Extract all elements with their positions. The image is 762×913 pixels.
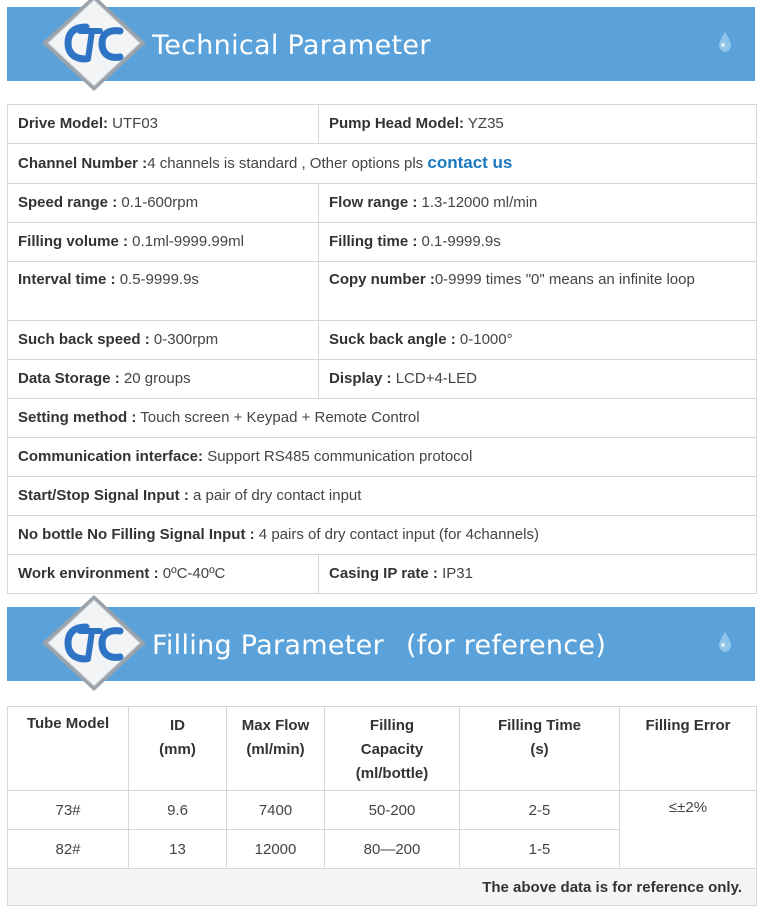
table-row [8, 477, 757, 516]
table-row [8, 791, 757, 830]
tube-model-cell: 82# [8, 830, 129, 869]
technical-parameter-banner [7, 7, 755, 81]
capacity-cell: 80—200 [325, 830, 460, 869]
id-cell: 13 [129, 830, 227, 869]
banner-title [152, 607, 606, 681]
max-flow-cell: 7400 [227, 791, 325, 830]
work-environment-cell: Work environment : 0ºC-40ºC [8, 555, 319, 594]
table-row [8, 262, 757, 321]
max-flow-header: Max Flow (ml/min) [227, 707, 325, 791]
max-flow-cell: 12000 [227, 830, 325, 869]
table-row [8, 105, 757, 144]
table-header-row [8, 707, 757, 791]
speed-range-cell: Speed range : 0.1-600rpm [8, 184, 319, 223]
tube-model-cell: 73# [8, 791, 129, 830]
filling-parameter-table [7, 706, 757, 906]
filling-time-cell: Filling time : 0.1-9999.9s [319, 223, 757, 262]
time-cell: 1-5 [460, 830, 620, 869]
display-cell: Display : LCD+4-LED [319, 360, 757, 399]
table-row [8, 184, 757, 223]
table-row [8, 555, 757, 594]
filling-capacity-header: Filling Capacity (ml/bottle) [325, 707, 460, 791]
table-row [8, 321, 757, 360]
filling-time-header: Filling Time (s) [460, 707, 620, 791]
start-stop-signal-cell: Start/Stop Signal Input : a pair of dry contact input [8, 477, 757, 516]
copy-number-cell: Copy number :0-9999 times "0" means an infinite loop [319, 262, 757, 321]
banner-title-main: Filling Parameter [152, 630, 384, 661]
pump-head-model-cell: Pump Head Model: YZ35 [319, 105, 757, 144]
table-row [8, 399, 757, 438]
interval-time-cell: Interval time : 0.5-9999.9s [8, 262, 319, 321]
reference-note: The above data is for reference only. [8, 869, 757, 906]
no-bottle-signal-cell: No bottle No Filling Signal Input : 4 pairs of dry contact input (for 4channels) [8, 516, 757, 555]
id-cell: 9.6 [129, 791, 227, 830]
tube-model-header: Tube Model [8, 707, 129, 791]
setting-method-cell: Setting method : Touch screen + Keypad + Remote Control [8, 399, 757, 438]
table-row [8, 223, 757, 262]
suck-back-angle-cell: Suck back angle : 0-1000° [319, 321, 757, 360]
data-storage-cell: Data Storage : 20 groups [8, 360, 319, 399]
such-back-speed-cell: Such back speed : 0-300rpm [8, 321, 319, 360]
capacity-cell: 50-200 [325, 791, 460, 830]
communication-interface-cell: Communication interface: Support RS485 communication protocol [8, 438, 757, 477]
filling-error-cell: ≤±2% [620, 791, 757, 869]
channel-number-cell: Channel Number :4 channels is standard , Other options pls contact us [8, 144, 757, 184]
filling-volume-cell: Filling volume : 0.1ml-9999.99ml [8, 223, 319, 262]
time-cell: 2-5 [460, 791, 620, 830]
banner-title-suffix: (for reference) [405, 630, 607, 661]
table-row [8, 516, 757, 555]
contact-us-link[interactable]: contact us [427, 153, 513, 172]
table-row [8, 438, 757, 477]
banner-title: Technical Parameter [152, 30, 431, 61]
water-drop-icon [717, 30, 733, 54]
table-row [8, 144, 757, 184]
flow-range-cell: Flow range : 1.3-12000 ml/min [319, 184, 757, 223]
filling-parameter-banner [7, 607, 755, 681]
technical-parameter-table [7, 104, 757, 594]
casing-ip-rate-cell: Casing IP rate : IP31 [319, 555, 757, 594]
table-note-row [8, 869, 757, 906]
id-header: ID (mm) [129, 707, 227, 791]
filling-error-header: Filling Error [620, 707, 757, 791]
ctc-logo-icon [34, 591, 154, 695]
table-row [8, 360, 757, 399]
drive-model-cell: Drive Model: UTF03 [8, 105, 319, 144]
water-drop-icon [717, 630, 733, 654]
ctc-logo-icon [34, 0, 154, 95]
